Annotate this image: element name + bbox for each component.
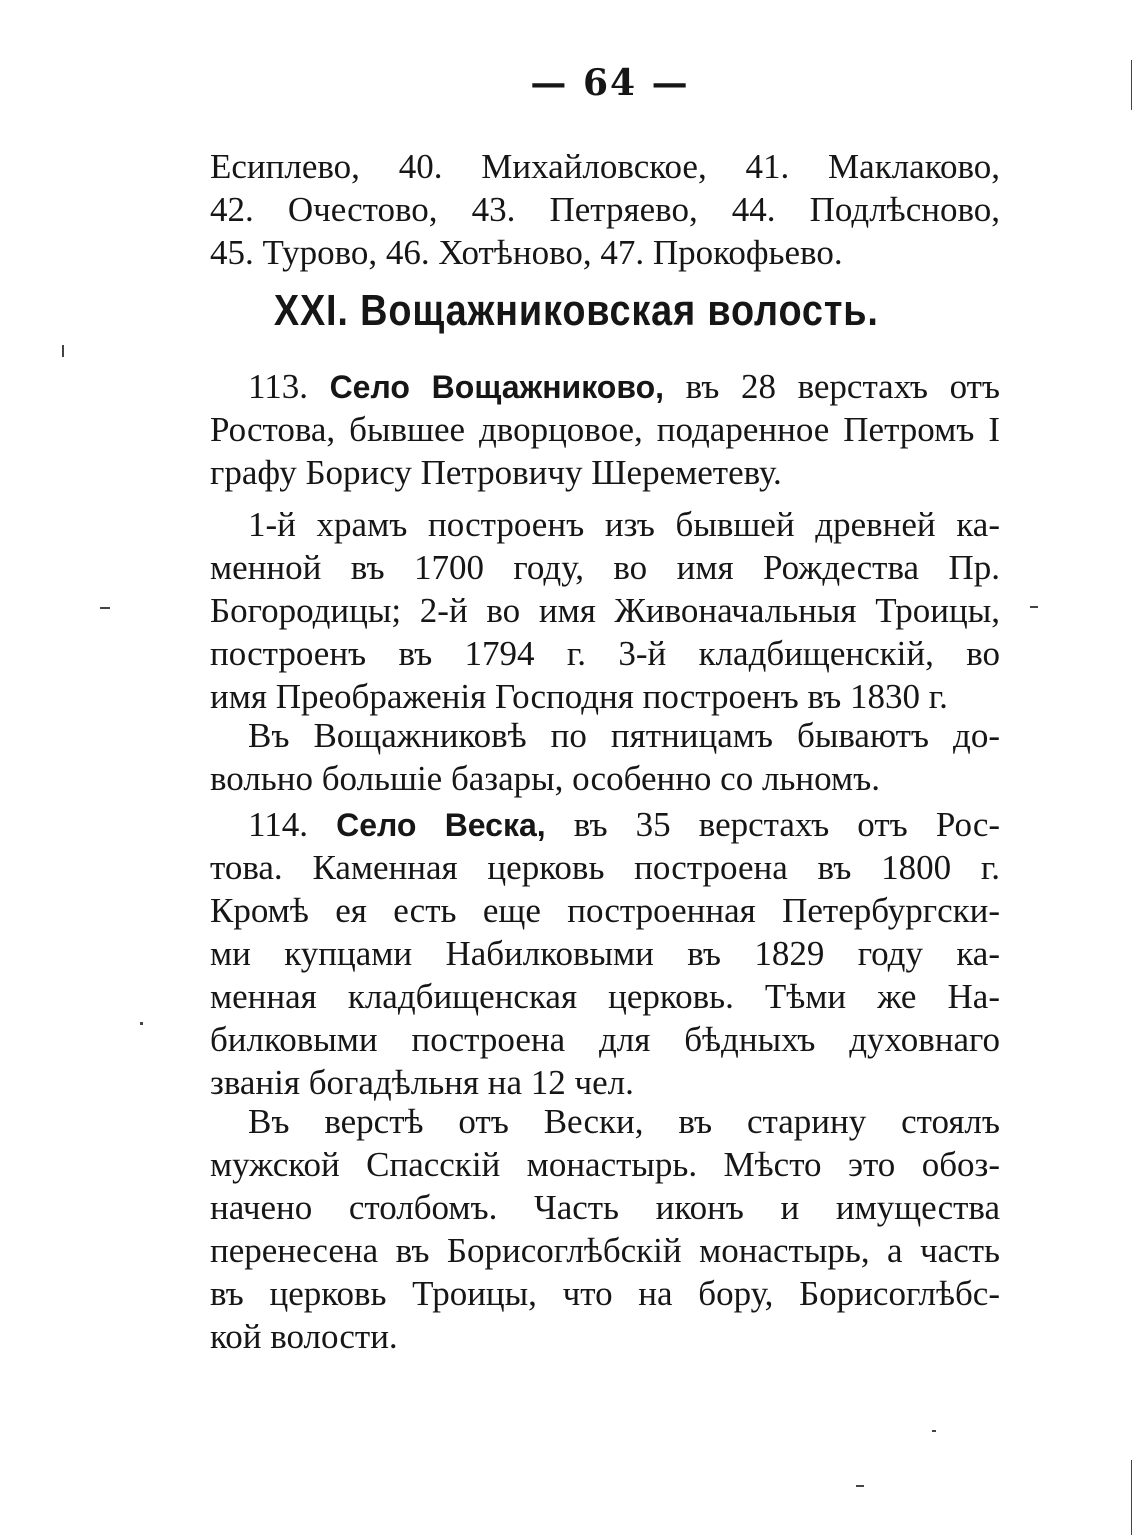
scan-speck [1030, 606, 1038, 608]
text-line: мужской Спасскій монастырь. Мѣсто это обоз- [210, 1145, 1000, 1184]
entry-number: 113. [248, 367, 308, 406]
text-line: имя Преображенія Господня построенъ въ 1830 г. [210, 677, 948, 716]
text-line: начено столбомъ. Часть иконъ и имущества [210, 1188, 1000, 1227]
paragraph-temples [210, 503, 1000, 718]
text-line: билковыми построена для бѣдныхъ духовнаго [210, 1020, 1000, 1059]
entry-113 [210, 365, 1000, 494]
scan-speck [856, 1485, 864, 1487]
scan-speck [100, 607, 110, 609]
text-line: менная кладбищенская церковь. Тѣми же На- [210, 977, 1000, 1016]
scan-speck [140, 1022, 143, 1025]
text-line: Въ верстѣ отъ Вески, въ старину стоялъ [248, 1102, 1000, 1141]
text-line: менной въ 1700 году, во имя Рождества Пр. [210, 548, 1000, 587]
page-number: — 64 — [530, 62, 690, 104]
text-line: това. Каменная церковь построена въ 1800 г. [210, 848, 1000, 887]
entry-number: 114. [248, 805, 308, 844]
text-line: Кромѣ ея есть еще построенная Петербургски- [210, 891, 1000, 930]
text-line: 1-й храмъ построенъ изъ бывшей древней ка- [248, 505, 1000, 544]
text-line: 45. Турово, 46. Хотѣново, 47. Прокофьево. [210, 233, 843, 272]
scan-edge-line [1131, 1460, 1132, 1535]
entry-114 [210, 803, 1000, 1104]
text-line: 42. Очестово, 43. Петряево, 44. Подлѣсново, [210, 190, 1000, 229]
text-line: Ростова, бывшее дворцовое, подаренное Петромъ I [210, 410, 1000, 449]
text-line: кой волости. [210, 1317, 398, 1356]
scan-speck [932, 1430, 936, 1432]
paragraph-monastery [210, 1100, 1000, 1358]
text-line: перенесена въ Борисоглѣбскій монастырь, а часть [210, 1231, 1000, 1270]
entry-title: Село Веска, [336, 807, 546, 843]
text-line: графу Борису Петровичу Шереметеву. [210, 453, 782, 492]
text-line [210, 365, 1000, 408]
text-line: Богородицы; 2-й во имя Живоначальныя Троицы, [210, 591, 1000, 630]
entry-line-rest: въ 35 верстахъ отъ Рос- [545, 805, 1000, 844]
text-line: въ церковь Троицы, что на бору, Борисоглѣбс- [210, 1274, 1000, 1313]
scan-edge-line [1131, 60, 1132, 110]
entry-line-rest: въ 28 верстахъ отъ [664, 367, 1000, 406]
text-line: ми купцами Набилковыми въ 1829 году ка- [210, 934, 1000, 973]
paragraph-bazaars [210, 714, 1000, 800]
text-line: вольно большіе базары, особенно со льномъ. [210, 759, 880, 798]
text-line: Въ Вощажниковѣ по пятницамъ бываютъ до- [248, 716, 1000, 755]
text-line: званія богадѣльня на 12 чел. [210, 1063, 634, 1102]
text-line: Есиплево, 40. Михайловское, 41. Маклаково, [210, 147, 1000, 186]
text-line: построенъ въ 1794 г. 3-й кладбищенскій, во [210, 634, 1000, 673]
scan-speck [62, 345, 64, 357]
entry-title: Село Вощажниково, [329, 369, 665, 405]
intro-paragraph [210, 145, 1000, 274]
text-line [210, 803, 1000, 846]
section-heading: XXI. Вощажниковская волость. [273, 286, 879, 335]
